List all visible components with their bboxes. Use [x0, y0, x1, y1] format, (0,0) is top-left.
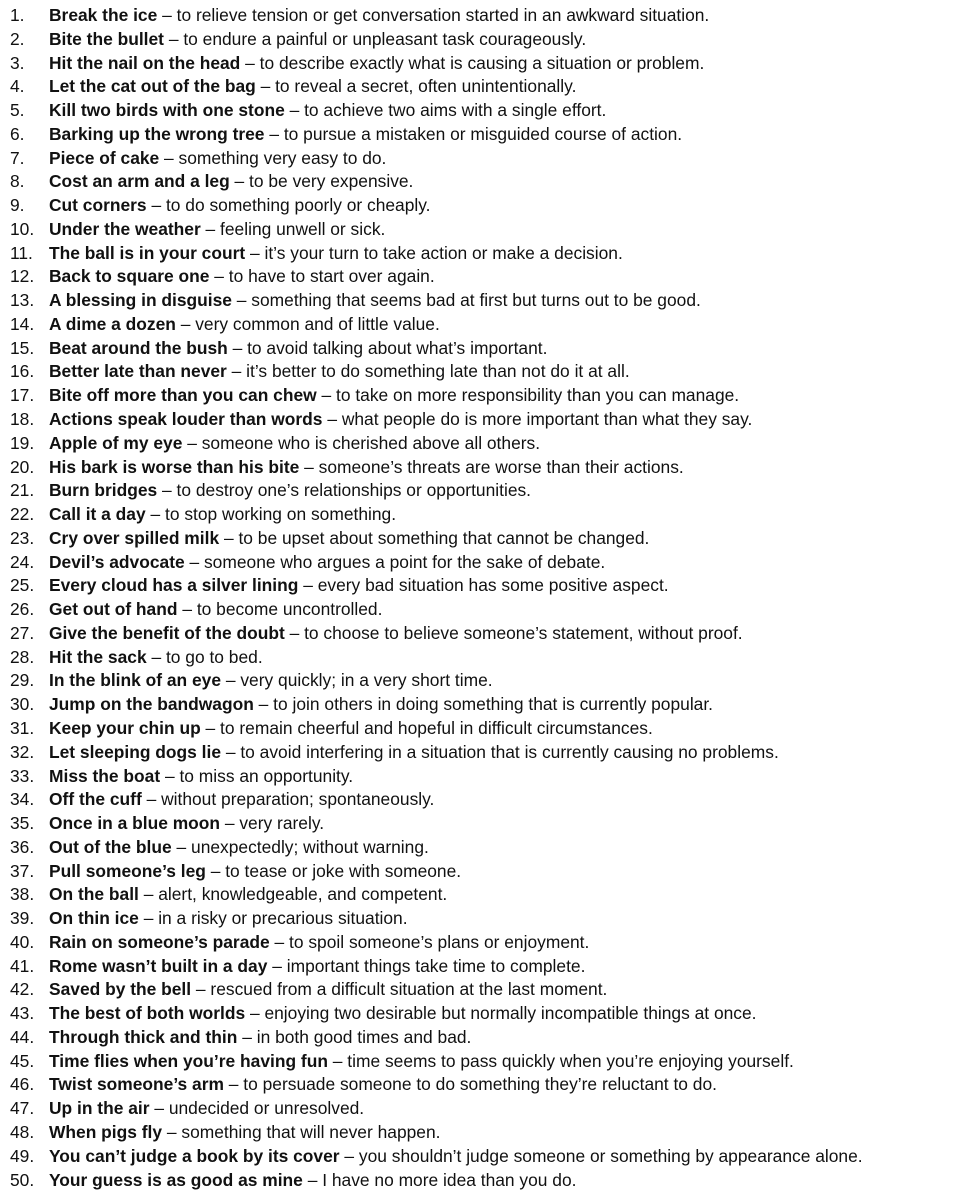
idiom-item	[0, 360, 955, 384]
idiom-number: 46.	[10, 1074, 35, 1095]
idiom-term: Devil’s advocate	[49, 551, 185, 572]
idiom-term: Get out of hand	[49, 599, 178, 620]
idiom-definition: – to become uncontrolled.	[177, 599, 383, 620]
idiom-item	[0, 456, 955, 480]
idiom-number: 3.	[10, 52, 25, 73]
idiom-item	[0, 289, 955, 313]
idiom-definition: – to tease or joke with someone.	[205, 860, 462, 881]
idiom-item	[0, 527, 955, 551]
idiom-item	[0, 432, 955, 456]
idiom-item	[0, 551, 955, 575]
idiom-item	[0, 52, 955, 76]
idiom-term: Rain on someone’s parade	[49, 931, 270, 952]
idiom-number: 29.	[10, 670, 35, 691]
idiom-number: 48.	[10, 1121, 35, 1142]
idiom-term: Back to square one	[49, 266, 210, 287]
idiom-definition: – to have to start over again.	[209, 266, 435, 287]
idiom-term: Kill two birds with one stone	[49, 100, 285, 121]
idiom-number: 38.	[10, 884, 35, 905]
idiom-number: 18.	[10, 409, 35, 430]
idiom-item	[0, 194, 955, 218]
idiom-item	[0, 717, 955, 741]
idiom-number: 41.	[10, 955, 35, 976]
idiom-item	[0, 955, 955, 979]
idiom-number: 5.	[10, 100, 25, 121]
idiom-number: 43.	[10, 1003, 35, 1024]
idiom-term: Cost an arm and a leg	[49, 171, 230, 192]
idiom-item	[0, 1169, 955, 1193]
idiom-number: 22.	[10, 504, 35, 525]
idiom-term: When pigs fly	[49, 1121, 163, 1142]
idiom-number: 33.	[10, 765, 35, 786]
idiom-term: Twist someone’s arm	[49, 1074, 224, 1095]
idiom-term: Break the ice	[49, 5, 158, 25]
idiom-term: Rome wasn’t built in a day	[49, 955, 268, 976]
idiom-term: Keep your chin up	[49, 717, 201, 738]
idiom-number: 31.	[10, 717, 35, 738]
idiom-item	[0, 265, 955, 289]
idiom-term: The ball is in your court	[49, 242, 246, 263]
idiom-definition: – to destroy one’s relationships or opportunities.	[157, 480, 532, 501]
idiom-item	[0, 836, 955, 860]
idiom-number: 47.	[10, 1098, 35, 1119]
idiom-term: On thin ice	[49, 908, 139, 929]
idiom-term: Out of the blue	[49, 836, 172, 857]
idiom-number: 19.	[10, 432, 35, 453]
idiom-definition: – very rarely.	[220, 813, 325, 834]
idiom-item	[0, 883, 955, 907]
idiom-term: Bite the bullet	[49, 28, 164, 49]
idiom-number: 12.	[10, 266, 35, 287]
idiom-item	[0, 75, 955, 99]
idiom-definition: – enjoying two desirable but normally incompatible things at once.	[245, 1003, 757, 1024]
idiom-definition: – to avoid talking about what’s important.	[227, 337, 548, 358]
idiom-number: 14.	[10, 313, 35, 334]
idiom-item	[0, 1073, 955, 1097]
idiom-item	[0, 693, 955, 717]
idiom-definition: – to endure a painful or unpleasant task courageously.	[163, 28, 587, 49]
idiom-definition: – without preparation; spontaneously.	[141, 789, 435, 810]
idiom-definition: – to spoil someone’s plans or enjoyment.	[269, 931, 590, 952]
idiom-number: 49.	[10, 1145, 35, 1166]
idiom-number: 21.	[10, 480, 35, 501]
idiom-item	[0, 622, 955, 646]
idiom-item	[0, 28, 955, 52]
idiom-item	[0, 646, 955, 670]
idiom-term: Hit the sack	[49, 646, 147, 667]
idiom-definition: – you shouldn’t judge someone or something by appearance alone.	[339, 1145, 863, 1166]
idiom-term: Time flies when you’re having fun	[49, 1050, 328, 1071]
idiom-term: Call it a day	[49, 504, 146, 525]
idiom-definition: – feeling unwell or sick.	[200, 218, 386, 239]
idiom-term: Actions speak louder than words	[49, 409, 323, 430]
idiom-number: 44.	[10, 1026, 35, 1047]
idiom-definition: – it’s your turn to take action or make a decision.	[245, 242, 623, 263]
idiom-definition: – very common and of little value.	[175, 313, 440, 334]
idiom-definition: – to remain cheerful and hopeful in difficult circumstances.	[200, 717, 653, 738]
idiom-item	[0, 765, 955, 789]
idiom-term: Bite off more than you can chew	[49, 385, 317, 406]
idiom-definition: – to avoid interfering in a situation that is currently causing no problems.	[221, 741, 779, 762]
idiom-definition: – to join others in doing something that is currently popular.	[253, 694, 714, 715]
idiom-item	[0, 503, 955, 527]
idiom-definition: – I have no more idea than you do.	[302, 1169, 577, 1190]
idiom-definition: – to reveal a secret, often unintentionally.	[255, 76, 577, 97]
idiom-term: Pull someone’s leg	[49, 860, 206, 881]
idiom-definition: – to relieve tension or get conversation started in an awkward situation.	[157, 5, 710, 25]
idiom-definition: – time seems to pass quickly when you’re enjoying yourself.	[327, 1050, 794, 1071]
idiom-definition: – to do something poorly or cheaply.	[146, 195, 431, 216]
idiom-term: On the ball	[49, 884, 139, 905]
idiom-number: 8.	[10, 171, 25, 192]
idiom-term: Better late than never	[49, 361, 227, 382]
idiom-term: A dime a dozen	[49, 313, 176, 334]
idiom-item	[0, 741, 955, 765]
idiom-number: 27.	[10, 622, 35, 643]
idiom-definition: – to stop working on something.	[145, 504, 397, 525]
idiom-item	[0, 408, 955, 432]
idiom-item	[0, 860, 955, 884]
idiom-definition: – to go to bed.	[146, 646, 263, 667]
idiom-item	[0, 313, 955, 337]
idiom-number: 39.	[10, 908, 35, 929]
idiom-term: Off the cuff	[49, 789, 142, 810]
idiom-item	[0, 598, 955, 622]
idiom-definition: – undecided or unresolved.	[149, 1098, 365, 1119]
idiom-item	[0, 931, 955, 955]
idiom-definition: – very quickly; in a very short time.	[221, 670, 493, 691]
idiom-term: You can’t judge a book by its cover	[49, 1145, 340, 1166]
idiom-item	[0, 1097, 955, 1121]
idiom-definition: – unexpectedly; without warning.	[171, 836, 429, 857]
idiom-term: Barking up the wrong tree	[49, 123, 265, 144]
idiom-number: 45.	[10, 1050, 35, 1071]
idiom-number: 7.	[10, 147, 25, 168]
idiom-item	[0, 99, 955, 123]
idiom-term: Once in a blue moon	[49, 813, 221, 834]
idiom-definition: – to persuade someone to do something they’re reluctant to do.	[223, 1074, 717, 1095]
idiom-number: 4.	[10, 76, 25, 97]
idiom-number: 9.	[10, 195, 25, 216]
idiom-definition: – to achieve two aims with a single effort.	[284, 100, 607, 121]
idiom-term: Give the benefit of the doubt	[49, 622, 285, 643]
idiom-definition: – in both good times and bad.	[237, 1026, 472, 1047]
idiom-item	[0, 669, 955, 693]
idiom-number: 24.	[10, 551, 35, 572]
idiom-item	[0, 479, 955, 503]
idiom-item	[0, 978, 955, 1002]
idiom-definition: – to describe exactly what is causing a situation or problem.	[240, 52, 705, 73]
idiom-definition: – every bad situation has some positive aspect.	[298, 575, 669, 596]
idiom-number: 34.	[10, 789, 35, 810]
idiom-definition: – to take on more responsibility than you can manage.	[316, 385, 740, 406]
idiom-term: Cut corners	[49, 195, 147, 216]
idiom-number: 37.	[10, 860, 35, 881]
idiom-definition: – to miss an opportunity.	[160, 765, 354, 786]
idiom-definition: – something that will never happen.	[162, 1121, 441, 1142]
idiom-number: 42.	[10, 979, 35, 1000]
idiom-item	[0, 218, 955, 242]
idiom-item	[0, 1050, 955, 1074]
idiom-number: 25.	[10, 575, 35, 596]
idiom-item	[0, 1121, 955, 1145]
idiom-number: 40.	[10, 931, 35, 952]
idiom-term: Miss the boat	[49, 765, 161, 786]
idiom-term: Saved by the bell	[49, 979, 192, 1000]
idiom-term: Let the cat out of the bag	[49, 76, 256, 97]
idiom-number: 32.	[10, 741, 35, 762]
idiom-term: In the blink of an eye	[49, 670, 222, 691]
idiom-term: Cry over spilled milk	[49, 527, 220, 548]
idiom-term: Beat around the bush	[49, 337, 228, 358]
idiom-definition: – rescued from a difficult situation at the last moment.	[191, 979, 608, 1000]
idiom-definition: – in a risky or precarious situation.	[138, 908, 408, 929]
idiom-number: 11.	[10, 242, 33, 263]
idiom-number: 50.	[10, 1169, 35, 1190]
idiom-item	[0, 4, 955, 28]
idiom-term: Apple of my eye	[49, 432, 183, 453]
idiom-definition: – important things take time to complete.	[267, 955, 586, 976]
idiom-definition: – something that seems bad at first but turns out to be good.	[231, 290, 701, 311]
idiom-definition: – someone who argues a point for the sake of debate.	[184, 551, 606, 572]
idiom-term: His bark is worse than his bite	[49, 456, 300, 477]
idiom-definition: – to be upset about something that cannot be changed.	[219, 527, 650, 548]
idiom-definition: – to be very expensive.	[229, 171, 414, 192]
idiom-term: Burn bridges	[49, 480, 158, 501]
idiom-item	[0, 337, 955, 361]
idiom-item	[0, 170, 955, 194]
idiom-number: 15.	[10, 337, 35, 358]
idiom-term: Through thick and thin	[49, 1026, 238, 1047]
idiom-term: Your guess is as good as mine	[49, 1169, 303, 1190]
idiom-number: 1.	[10, 5, 25, 25]
idiom-item	[0, 907, 955, 931]
idiom-number: 16.	[10, 361, 35, 382]
idiom-item	[0, 1002, 955, 1026]
idiom-definition: – something very easy to do.	[159, 147, 387, 168]
idiom-number: 17.	[10, 385, 35, 406]
idiom-number: 13.	[10, 290, 35, 311]
idiom-item	[0, 147, 955, 171]
idiom-term: Let sleeping dogs lie	[49, 741, 222, 762]
idiom-item	[0, 242, 955, 266]
idiom-number: 10.	[10, 218, 35, 239]
idiom-item	[0, 1145, 955, 1169]
idiom-item	[0, 812, 955, 836]
idiom-item	[0, 574, 955, 598]
idiom-definition: – to choose to believe someone’s statement, without proof.	[284, 622, 743, 643]
idiom-term: The best of both worlds	[49, 1003, 246, 1024]
idiom-term: A blessing in disguise	[49, 290, 232, 311]
idiom-definition: – alert, knowledgeable, and competent.	[138, 884, 448, 905]
idiom-term: Piece of cake	[49, 147, 160, 168]
idiom-number: 2.	[10, 28, 25, 49]
idiom-number: 30.	[10, 694, 35, 715]
idiom-item	[0, 123, 955, 147]
idiom-term: Every cloud has a silver lining	[49, 575, 299, 596]
idiom-term: Jump on the bandwagon	[49, 694, 254, 715]
idiom-term: Up in the air	[49, 1098, 150, 1119]
idiom-definition: – what people do is more important than what they say.	[322, 409, 753, 430]
idiom-number: 26.	[10, 599, 35, 620]
idiom-definition: – someone’s threats are worse than their actions.	[299, 456, 684, 477]
idiom-definition: – someone who is cherished above all others.	[182, 432, 541, 453]
idiom-number: 28.	[10, 646, 35, 667]
idiom-definition: – to pursue a mistaken or misguided course of action.	[264, 123, 683, 144]
idiom-number: 6.	[10, 123, 25, 144]
idiom-item	[0, 384, 955, 408]
idiom-number: 35.	[10, 813, 35, 834]
idiom-term: Under the weather	[49, 218, 201, 239]
idiom-number: 23.	[10, 527, 35, 548]
idiom-number: 20.	[10, 456, 35, 477]
idiom-item	[0, 788, 955, 812]
idiom-number: 36.	[10, 836, 35, 857]
idiom-item	[0, 1026, 955, 1050]
idiom-definition: – it’s better to do something late than not do it at all.	[226, 361, 630, 382]
idiom-term: Hit the nail on the head	[49, 52, 241, 73]
